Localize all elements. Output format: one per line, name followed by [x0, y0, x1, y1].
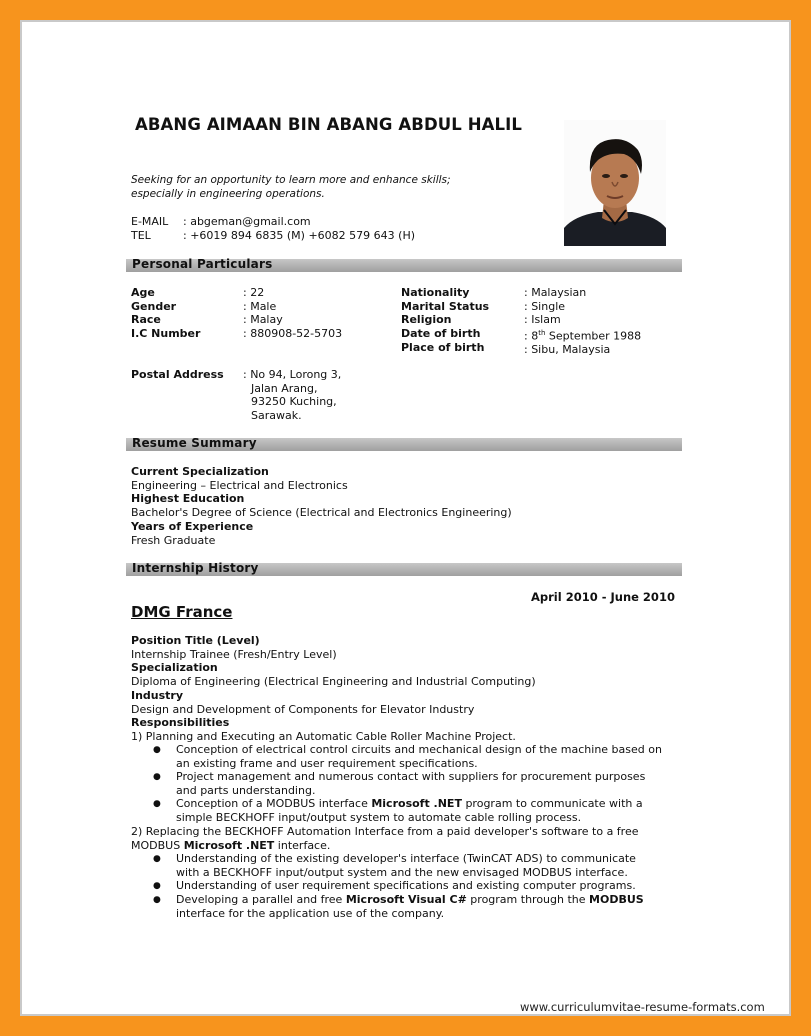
- religion-label: Religion: [401, 313, 452, 327]
- text-run: MODBUS: [131, 838, 184, 852]
- tel-value: : +6019 894 6835 (M) +6082 579 643 (H): [183, 229, 416, 242]
- text-run: program to communicate with a: [461, 797, 643, 810]
- person-portrait-icon: [564, 120, 666, 246]
- industry-value: Design and Development of Components for Elevator Industry: [131, 702, 475, 716]
- tel-label: TEL: [131, 229, 151, 242]
- postal-line: 93250 Kuching,: [251, 395, 337, 409]
- bullet-text: Understanding of user requirement specifications and existing computer programs.: [176, 879, 636, 892]
- specialization-value: Diploma of Engineering (Electrical Engineering and Industrial Computing): [131, 675, 536, 689]
- ic-number-label: I.C Number: [131, 327, 201, 341]
- nationality-value: : Malaysian: [524, 286, 587, 299]
- responsibility-2: [131, 825, 639, 852]
- age-label: Age: [131, 286, 155, 299]
- bullet-text: [176, 893, 644, 907]
- text-run-bold: Microsoft .NET: [371, 797, 462, 810]
- bullet-icon: ●: [153, 854, 161, 864]
- bullet-item: [176, 770, 645, 797]
- postal-line: Jalan Arang,: [251, 381, 318, 395]
- race-value: : Malay: [243, 313, 283, 327]
- text-run: Developing a parallel and free: [176, 893, 346, 906]
- bullet-text: with a BECKHOFF input/output system and the new envisaged MODBUS interface.: [176, 865, 628, 879]
- text-run-bold: Microsoft .NET: [183, 838, 275, 852]
- position-title-label: Position Title (Level): [131, 634, 260, 647]
- responsibility-text: [131, 839, 639, 853]
- personal-right-values: [524, 286, 641, 357]
- bullet-icon: ●: [153, 895, 161, 905]
- race-label: Race: [131, 313, 161, 327]
- company-name: DMG France: [131, 603, 233, 621]
- contact-values: [183, 215, 415, 243]
- marital-status-label: Marital Status: [401, 299, 490, 313]
- objective-line: Seeking for an opportunity to learn more and enhance skills;: [131, 174, 451, 186]
- current-specialization-label: Current Specialization: [131, 465, 269, 478]
- dob-day: : 8: [524, 329, 539, 343]
- bullet-text: simple BECKHOFF input/output system to automate cable rolling process.: [176, 810, 582, 824]
- highest-education-value: Bachelor's Degree of Science (Electrical and Electronics Engineering): [131, 506, 512, 520]
- postal-address-label: Postal Address: [131, 368, 224, 381]
- responsibility-text: 2) Replacing the BECKHOFF Automation Interface from a paid developer's software to a free: [131, 825, 639, 838]
- section-title: Resume Summary: [132, 436, 257, 450]
- gender-value: : Male: [243, 299, 277, 313]
- age-value: : 22: [243, 286, 265, 299]
- place-of-birth-label: Place of birth: [401, 340, 485, 354]
- text-run-bold: MODBUS: [589, 893, 644, 906]
- resume-summary: [131, 465, 512, 547]
- objective-line: especially in engineering operations.: [131, 187, 325, 200]
- bullet-item: [176, 879, 636, 893]
- resume-page: [22, 22, 789, 1014]
- internship-details: [131, 634, 536, 744]
- dob-month-year: September 1988: [545, 329, 642, 343]
- text-run: Conception of a MODBUS interface: [176, 797, 372, 810]
- text-run-bold: Microsoft Visual C#: [345, 893, 467, 906]
- date-of-birth-label: Date of birth: [401, 327, 481, 341]
- bullet-item: [176, 852, 636, 879]
- bullet-icon: ●: [153, 881, 161, 891]
- personal-left-values: [243, 286, 342, 341]
- bullet-text: Understanding of the existing developer's interface (TwinCAT ADS) to communicate: [176, 852, 636, 865]
- place-of-birth-value: : Sibu, Malaysia: [524, 343, 611, 357]
- text-run: interface.: [274, 838, 331, 852]
- bullet-item: [176, 893, 644, 920]
- marital-status-value: : Single: [524, 299, 566, 313]
- gender-label: Gender: [131, 299, 177, 313]
- bullet-icon: ●: [153, 799, 161, 809]
- date-of-birth-value: [524, 327, 641, 343]
- position-title-value: Internship Trainee (Fresh/Entry Level): [131, 647, 337, 661]
- candidate-name: ABANG AIMAAN BIN ABANG ABDUL HALIL: [135, 115, 522, 134]
- footer-url: www.curriculumvitae-resume-formats.com: [520, 1000, 765, 1014]
- nationality-label: Nationality: [401, 286, 470, 299]
- current-specialization-value: Engineering – Electrical and Electronics: [131, 478, 348, 492]
- bullet-text: Project management and numerous contact with suppliers for procurement purposes: [176, 770, 646, 783]
- bullet-item: [176, 797, 643, 824]
- religion-value: : Islam: [524, 313, 561, 327]
- ic-number-value: : 880908-52-5703: [243, 327, 343, 341]
- postal-line: : No 94, Lorong 3,: [243, 368, 342, 381]
- bullet-text: interface for the application use of the company.: [176, 906, 445, 920]
- email-label: E-MAIL: [131, 215, 169, 228]
- specialization-label: Specialization: [131, 661, 218, 675]
- highest-education-label: Highest Education: [131, 492, 245, 506]
- bullet-item: [176, 743, 662, 770]
- industry-label: Industry: [131, 688, 184, 702]
- years-experience-label: Years of Experience: [131, 519, 254, 533]
- bullet-icon: ●: [153, 745, 161, 755]
- text-run: program through the: [466, 893, 590, 906]
- career-objective: [131, 174, 451, 201]
- postal-address-value: [243, 368, 341, 423]
- section-header-internship: [126, 563, 682, 576]
- bullet-text: Conception of electrical control circuits and mechanical design of the machine based on: [176, 743, 662, 756]
- bullet-text: and parts understanding.: [176, 783, 316, 797]
- personal-right-labels: [401, 286, 489, 355]
- contact-labels: [131, 215, 168, 243]
- bullet-icon: ●: [153, 772, 161, 782]
- responsibility-1: 1) Planning and Executing an Automatic Cable Roller Machine Project.: [131, 729, 516, 743]
- email-value: : abgeman@gmail.com: [183, 215, 311, 228]
- bullet-text: an existing frame and user requirement specifications.: [176, 756, 478, 770]
- section-header-summary: [126, 438, 682, 451]
- section-title: Internship History: [132, 561, 259, 575]
- responsibilities-label: Responsibilities: [131, 716, 230, 730]
- postal-line: Sarawak.: [251, 409, 302, 423]
- bullet-text: [176, 797, 643, 811]
- personal-left-labels: [131, 286, 200, 341]
- years-experience-value: Fresh Graduate: [131, 533, 216, 547]
- section-title: Personal Particulars: [132, 257, 273, 271]
- profile-photo: [564, 120, 666, 246]
- internship-dates: April 2010 - June 2010: [531, 590, 675, 604]
- section-header-personal: [126, 259, 682, 272]
- dob-ordinal: th: [538, 329, 546, 338]
